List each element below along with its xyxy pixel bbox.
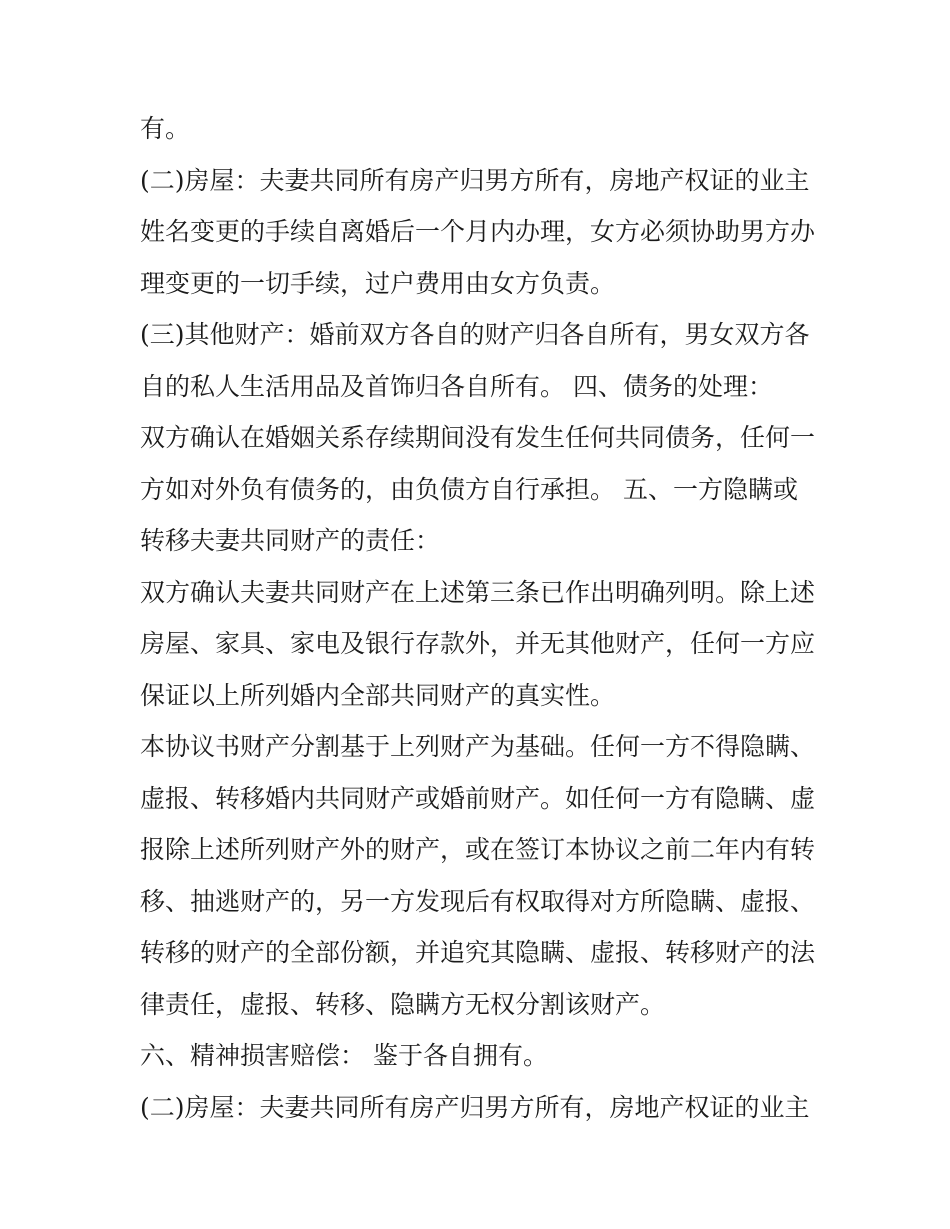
text-line: 虚报、转移婚内共同财产或婚前财产。如任何一方有隐瞒、虚 — [140, 784, 816, 813]
text-line: 双方确认夫妻共同财产在上述第三条已作出明确列明。除上述 — [140, 578, 816, 607]
text-line: 姓名变更的手续自离婚后一个月内办理，女方必须协助男方办 — [140, 217, 816, 246]
text-line: (二)房屋：夫妻共同所有房产归男方所有，房地产权证的业主 — [140, 166, 810, 195]
text-line: 保证以上所列婚内全部共同财产的真实性。 — [140, 681, 616, 710]
text-line: (二)房屋：夫妻共同所有房产归男方所有，房地产权证的业主 — [140, 1093, 810, 1122]
text-line: 律责任，虚报、转移、隐瞒方无权分割该财产。 — [140, 990, 666, 1019]
text-line: 六、精神损害赔偿： 鉴于各自拥有。 — [140, 1041, 548, 1070]
text-line: (三)其他财产：婚前双方各自的财产归各自所有，男女双方各 — [140, 320, 810, 349]
text-line: 有。 — [140, 114, 191, 143]
text-line: 转移夫妻共同财产的责任： — [140, 526, 441, 555]
text-line: 报除上述所列财产外的财产，或在签订本协议之前二年内有转 — [140, 835, 816, 864]
text-line: 自的私人生活用品及首饰归各自所有。 四、债务的处理： — [140, 372, 773, 401]
text-line: 本协议书财产分割基于上列财产为基础。任何一方不得隐瞒、 — [140, 732, 816, 761]
text-line: 移、抽逃财产的，另一方发现后有权取得对方所隐瞒、虚报、 — [140, 887, 816, 916]
text-line: 转移的财产的全部份额，并追究其隐瞒、虚报、转移财产的法 — [140, 938, 816, 967]
text-line: 双方确认在婚姻关系存续期间没有发生任何共同债务，任何一 — [140, 423, 816, 452]
text-line: 理变更的一切手续，过户费用由女方负责。 — [140, 269, 616, 298]
text-line: 房屋、家具、家电及银行存款外，并无其他财产，任何一方应 — [140, 629, 816, 658]
text-line: 方如对外负有债务的，由负债方自行承担。 五、一方隐瞒或 — [140, 475, 798, 504]
